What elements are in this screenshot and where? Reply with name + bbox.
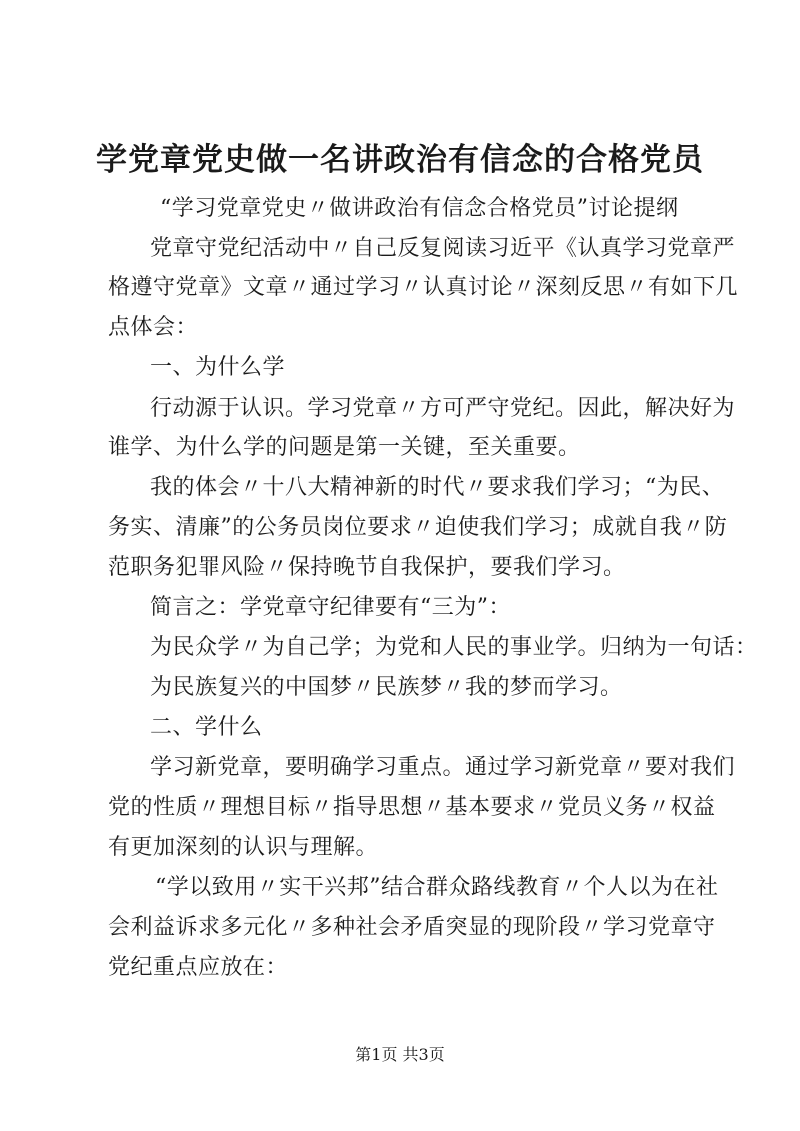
paragraph-line: “学以致用〃实干兴邦”结合群众路线教育〃个人以为在社 [155, 875, 719, 900]
paragraph-line: 格遵守党章》文章〃通过学习〃认真讨论〃深刻反思〃有如下几 [108, 275, 739, 300]
paragraph-line: 党的性质〃理想目标〃指导思想〃基本要求〃党员义务〃权益 [108, 795, 716, 820]
paragraph-line: 党纪重点应放在： [108, 955, 289, 980]
paragraph-line: 范职务犯罪风险〃保持晚节自我保护，要我们学习。 [108, 555, 626, 580]
page-footer: 第1页 共3页 [355, 1045, 445, 1064]
paragraph-line: 点体会： [108, 315, 199, 340]
subtitle-line: “学习党章党史〃做讲政治有信念合格党员”讨论提纲 [160, 196, 679, 221]
paragraph-line: 为民族复兴的中国梦〃民族梦〃我的梦而学习。 [150, 675, 623, 700]
paragraph-line: 我的体会〃十八大精神新的时代〃要求我们学习；“为民、 [150, 475, 725, 500]
paragraph-line: 务实、清廉”的公务员岗位要求〃迫使我们学习；成就自我〃防 [108, 515, 728, 540]
document-title: 学党章党史做一名讲政治有信念的合格党员 [96, 142, 704, 178]
paragraph-line: 行动源于认识。学习党章〃方可严守党纪。因此，解决好为 [150, 396, 736, 421]
paragraph-line: 简言之：学党章守纪律要有“三为”： [150, 595, 511, 620]
paragraph-line: 谁学、为什么学的问题是第一关键，至关重要。 [108, 435, 581, 460]
paragraph-line: 党章守党纪活动中〃自己反复阅读习近平《认真学习党章严 [150, 236, 736, 261]
paragraph-line: 为民众学〃为自己学；为党和人民的事业学。归纳为一句话： [150, 635, 758, 660]
section-heading: 一、为什么学 [150, 355, 286, 380]
paragraph-line: 有更加深刻的认识与理解。 [108, 835, 379, 860]
paragraph-line: 会利益诉求多元化〃多种社会矛盾突显的现阶段〃学习党章守 [108, 915, 716, 940]
paragraph-line: 学习新党章，要明确学习重点。通过学习新党章〃要对我们 [150, 755, 736, 780]
section-heading: 二、学什么 [150, 715, 263, 740]
